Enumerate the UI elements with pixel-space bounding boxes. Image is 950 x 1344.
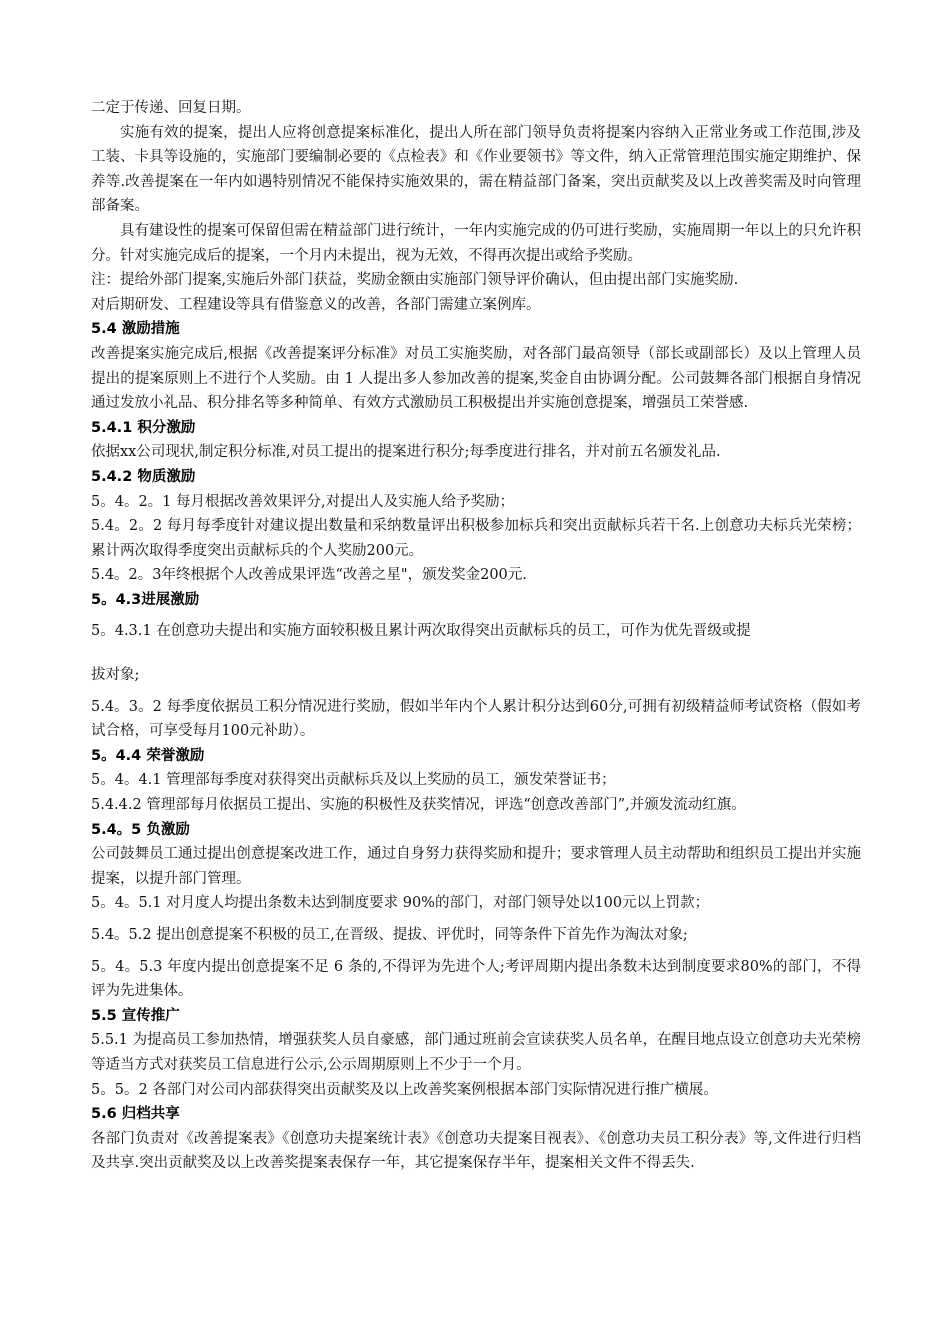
paragraph-5-5-1: 5.5.1 为提高员工参加热情，增强获奖人员自豪感，部门通过班前会宣读获奖人员名单，在醒目地点设立创意功夫光荣榜等适当方式对获奖员工信息进行公示,公示周期原则上不少于一个月。 (91, 1032, 861, 1073)
heading-5-5: 5.5 宣传推广 (91, 1007, 180, 1024)
paragraph-5-4-2-2: 5.4。2。2 每月每季度针对建议提出数量和采纳数量评出积极参加标兵和突出贡献标兵若干名.上创意功夫标兵光荣榜；累计两次取得季度突出贡献标兵的个人奖励200元。 (91, 518, 861, 559)
paragraph-5-4-3-1-continued: 拔对象; (91, 667, 140, 684)
paragraph-top: 二定于传递、回复日期。 (91, 100, 251, 116)
heading-5-4-3: 5。4.3进展激励 (91, 591, 200, 608)
paragraph-5-4-2-1: 5。4。2。1 每月根据改善效果评分,对提出人及实施人给予奖励； (91, 493, 515, 510)
heading-5-4-4: 5。4.4 荣誉激励 (91, 747, 205, 764)
heading-5-4-2: 5.4.2 物质激励 (91, 468, 196, 485)
paragraph-5-4-3-1: 5。4.3.1 在创意功夫提出和实施方面较积极且累计两次取得突出贡献标兵的员工，可作为优先晋级或提 (91, 623, 751, 640)
paragraph-5-4: 改善提案实施完成后,根据《改善提案评分标准》对员工实施奖励，对各部门最高领导（部长或副部长）及以上管理人员提出的提案原则上不进行个人奖励。由 1 人提出多人参加改善的提案,奖金自由协调分配。公司鼓舞各部门根据自身情况通过发放小礼品、积分排名等多种简单、有效方式激励员工积极提出并实施创意提案，增强员工荣誉感. (91, 345, 861, 412)
paragraph-effective-proposals: 实施有效的提案，提出人应将创意提案标准化，提出人所在部门领导负责将提案内容纳入正常业务或工作范围,涉及工装、卡具等设施的，实施部门要编制必要的《点检表》和《作业要领书》等文件，纳入正常管理范围实施定期维护、保养等.改善提案在一年内如遇特别情况不能保持实施效果的，需在精益部门备案，突出贡献奖及以上改善奖需及时向管理部备案。 (91, 124, 861, 215)
paragraph-5-5-2: 5。5。2 各部门对公司内部获得突出贡献奖及以上改善奖案例根据本部门实际情况进行推广横展。 (91, 1081, 718, 1098)
heading-5-4-5: 5.4。5 负激励 (91, 821, 190, 838)
paragraph-5-4-5-1: 5。4。5.1 对月度人均提出条数未达到制度要求 90%的部门，对部门领导处以100元以上罚款； (91, 895, 710, 912)
paragraph-5-6: 各部门负责对《改善提案表》《创意功夫提案统计表》《创意功夫提案目视表》、《创意功夫员工积分表》等,文件进行归档及共享.突出贡献奖及以上改善奖提案表保存一年，其它提案保存半年，提案相关文件不得丢失. (91, 1130, 861, 1172)
paragraph-5-4-4-1: 5。4。4.1 管理部每季度对获得突出贡献标兵及以上奖励的员工，颁发荣誉证书； (91, 772, 616, 789)
document-page (91, 96, 861, 1176)
paragraph-5-4-5-2: 5.4。5.2 提出创意提案不积极的员工,在晋级、提拔、评优时，同等条件下首先作为淘汰对象; (91, 927, 688, 943)
heading-5-4: 5.4 激励措施 (91, 321, 180, 338)
paragraph-note: 注：提给外部门提案,实施后外部门获益，奖励金额由实施部门领导评价确认，但由提出部门实施奖励. (91, 272, 739, 289)
paragraph-5-4-2-3: 5.4。2。3年终根据个人改善成果评选“改善之星"，颁发奖金200元. (91, 567, 527, 584)
paragraph-5-4-5-3: 5。4。5.3 年度内提出创意提案不足 6 条的,不得评为先进个人;考评周期内提出条数未达到制度要求80%的部门，不得评为先进集体。 (91, 958, 861, 1000)
paragraph-5-4-1: 依据xx公司现状,制定积分标准,对员工提出的提案进行积分;每季度进行排名，并对前五名颁发礼品. (91, 444, 721, 461)
paragraph-5-4-5: 公司鼓舞员工通过提出创意提案改进工作，通过自身努力获得奖励和提升；要求管理人员主动帮助和组织员工提出并实施提案，以提升部门管理。 (91, 846, 861, 887)
paragraph-5-4-3-2: 5.4。3。2 每季度依据员工积分情况进行奖励，假如半年内个人累计积分达到60分,可拥有初级精益师考试资格（假如考试合格，可享受每月100元补助）。 (91, 698, 861, 740)
paragraph-5-4-4-2: 5.4.4.2 管理部每月依据员工提出、实施的积极性及获奖情况，评选“创意改善部门”,并颁发流动红旗。 (91, 797, 746, 814)
paragraph-case-library: 对后期研发、工程建设等具有借鉴意义的改善，各部门需建立案例库。 (91, 296, 541, 313)
paragraph-constructive-proposals: 具有建设性的提案可保留但需在精益部门进行统计，一年内实施完成的仍可进行奖励，实施周期一年以上的只允许积分。针对实施完成后的提案，一个月内未提出，视为无效，不得再次提出或给予奖励。 (91, 222, 861, 264)
heading-5-6: 5.6 归档共享 (91, 1106, 180, 1123)
heading-5-4-1: 5.4.1 积分激励 (91, 419, 196, 436)
